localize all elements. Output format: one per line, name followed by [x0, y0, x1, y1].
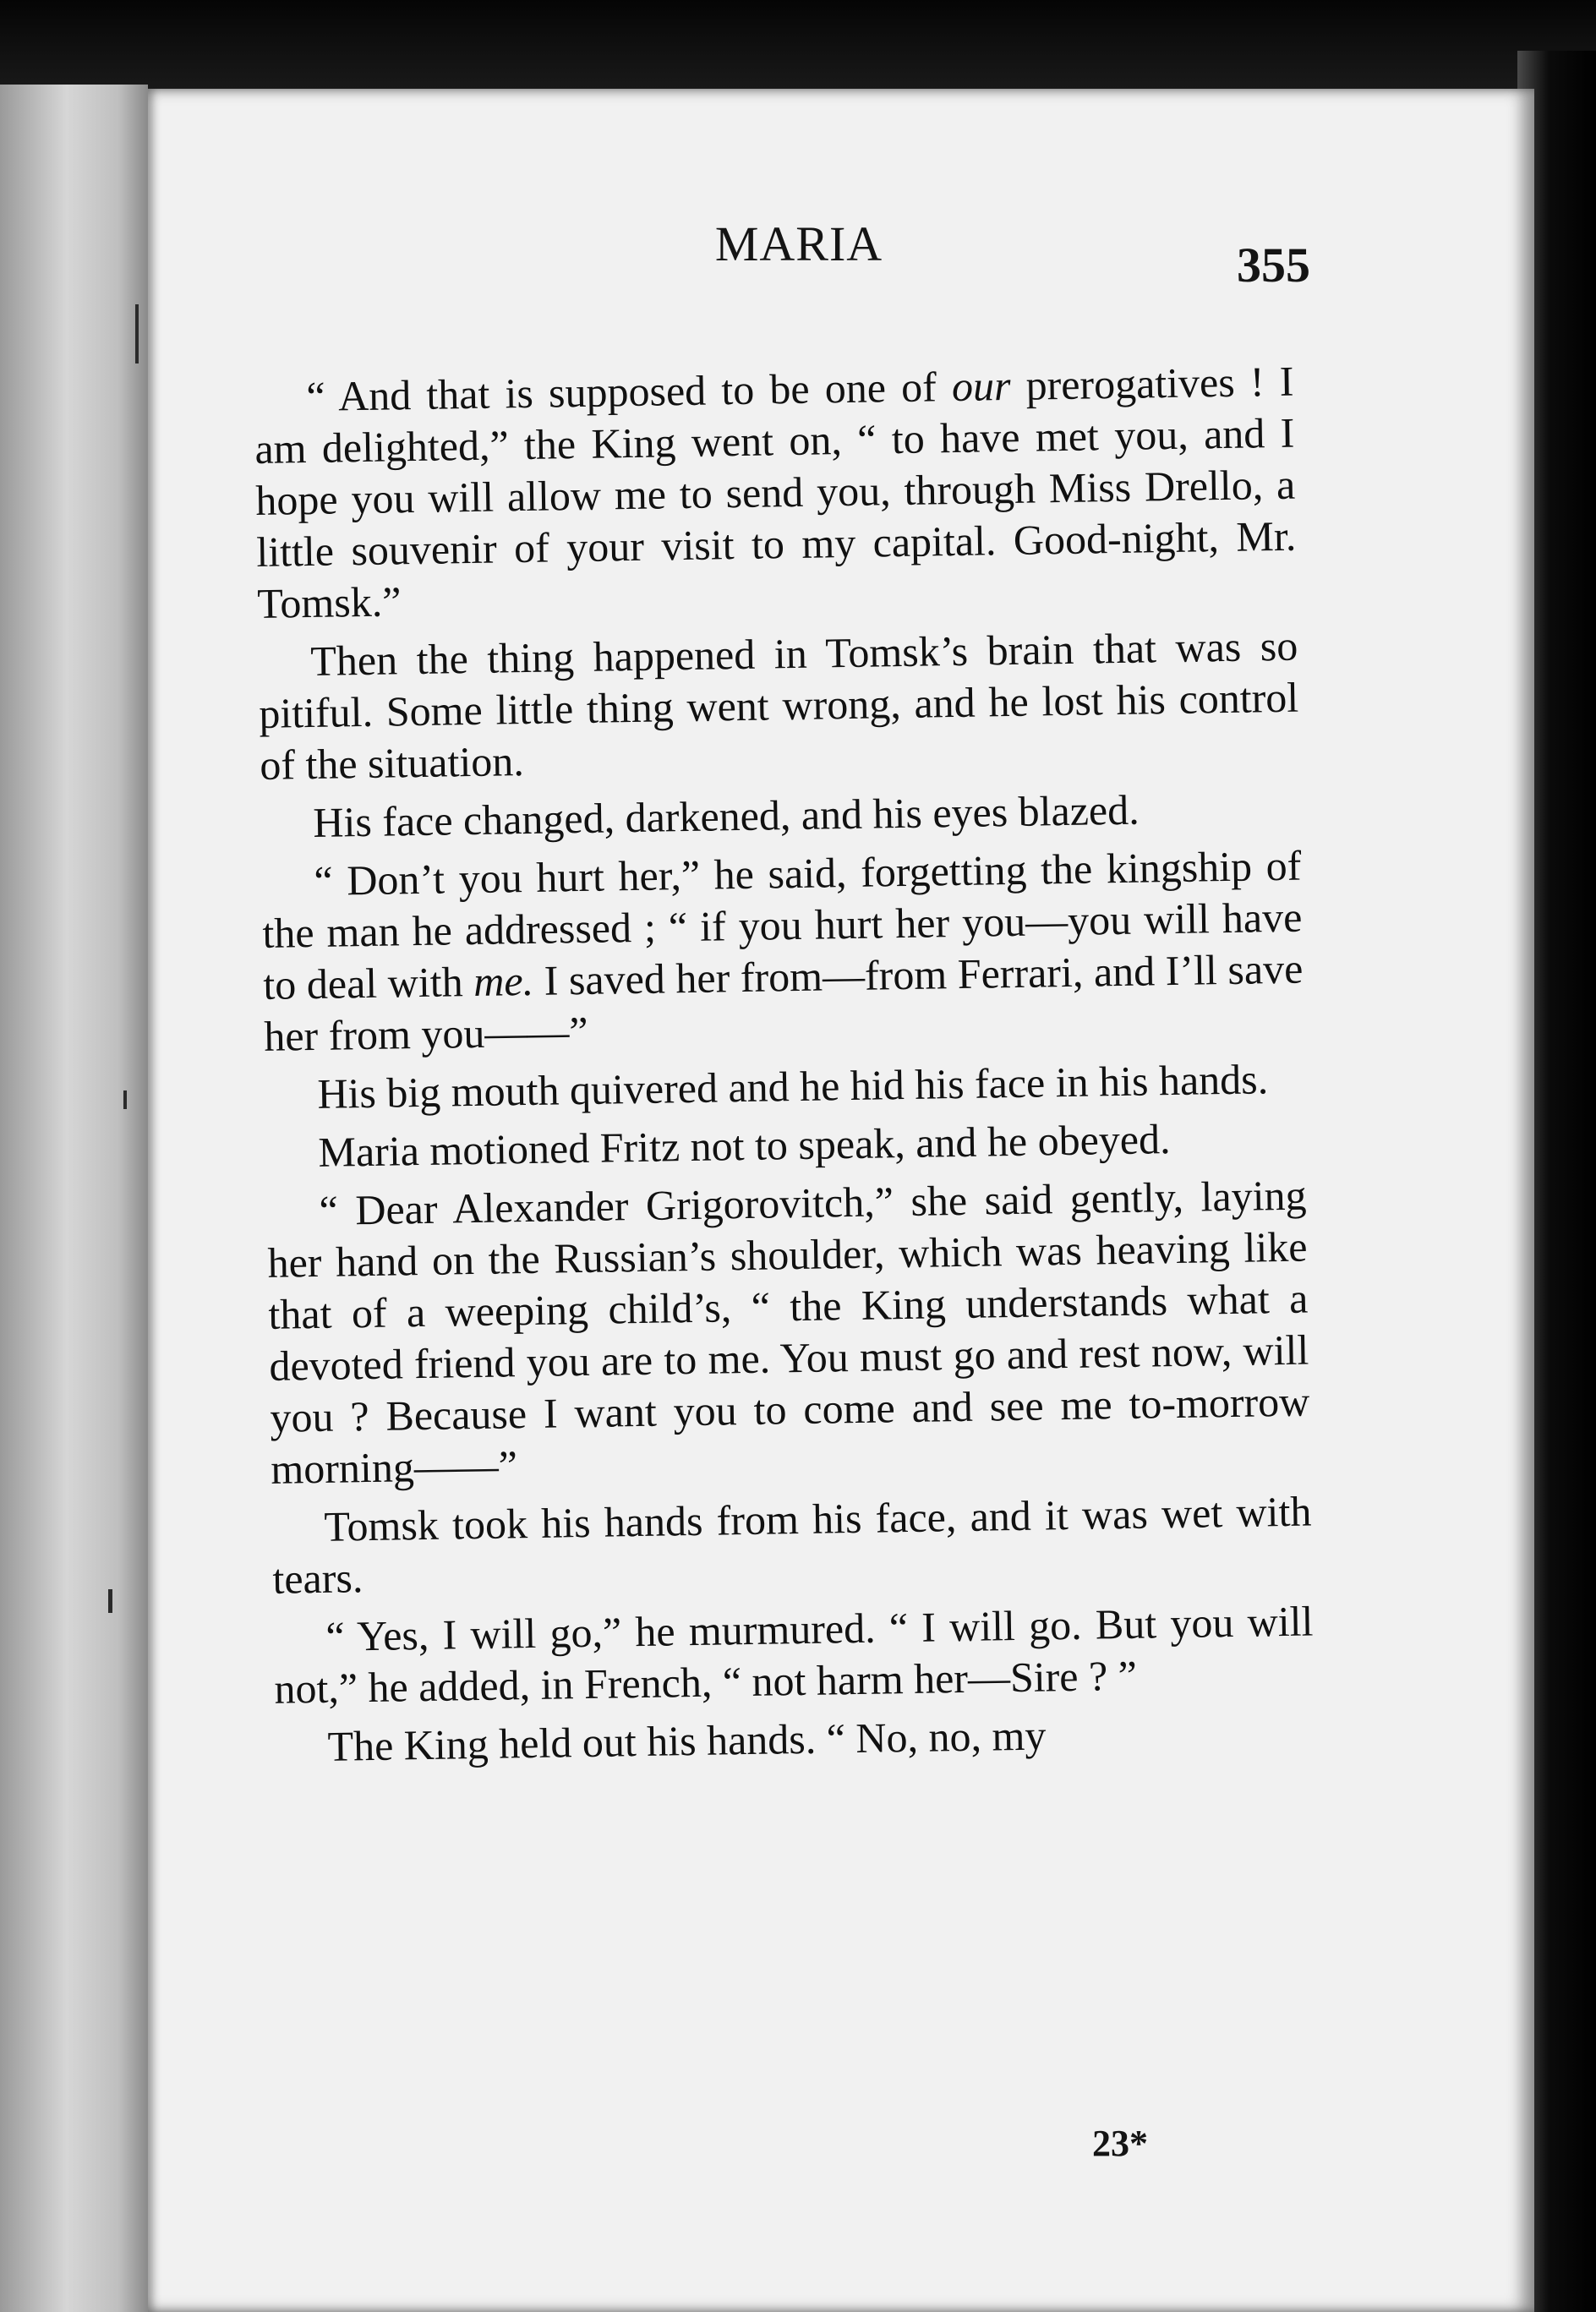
scanner-top-shadow: [0, 0, 1596, 93]
paragraph: Then the thing happened in Tomsk’s brain that was so pitiful. Some little thing went wrong, and he lost his control of the situation.: [258, 621, 1299, 789]
page-number: 355: [1237, 238, 1310, 292]
italic-emphasis: our: [951, 361, 1011, 411]
paragraph: “ Dear Alexander Grigorovitch,” she said gently, laying her hand on the Russian’s shoulder, which was heaving like that of a weeping child’s, “ the King understands what a devoted friend you are to me. You must go and rest now, will you ? Because I want you to come and see me to-morrow morning——”: [267, 1171, 1310, 1493]
paragraph: The King held out his hands. “ No, no, my: [327, 1711, 1047, 1770]
italic-emphasis: me.: [473, 956, 534, 1005]
signature-mark: 23*: [1092, 2123, 1148, 2164]
paragraph: “ Yes, I will go,” he murmured. “ I will go. But you will not,” he added, in French, “ not harm her—Sire ? ”: [274, 1597, 1314, 1713]
paragraph: Tomsk took his hands from his face, and it was wet with tears.: [271, 1487, 1312, 1603]
paragraph: His face changed, darkened, and his eyes blazed.: [312, 785, 1140, 846]
facing-page-edge: [0, 85, 148, 2312]
body-text: [254, 356, 1315, 1780]
paragraph: Maria motioned Fritz not to speak, and he obeyed.: [318, 1115, 1171, 1176]
page-edge-mark: [108, 1589, 112, 1613]
page-edge-mark: [123, 1090, 127, 1109]
running-head: MARIA: [714, 216, 883, 271]
paragraph: His big mouth quivered and he hid his face in his hands.: [316, 1055, 1269, 1118]
paragraph: “ Don’t you hurt her,” he said, forgetting the kingship of the man he addressed ; “ if you hurt her you—you will have to deal with me. I saved her from—from Ferrari, and I’ll save her from you——”: [261, 841, 1304, 1060]
paragraph: “ And that is supposed to be one of our prerogatives ! I am delighted,” the King went on, “ to have met you, and I hope you will allow me to send you, through Miss Drello, a little souvenir of your visit to my capital. Good-night, Mr. Tomsk.”: [254, 357, 1297, 627]
page-edge-mark: [135, 304, 139, 363]
